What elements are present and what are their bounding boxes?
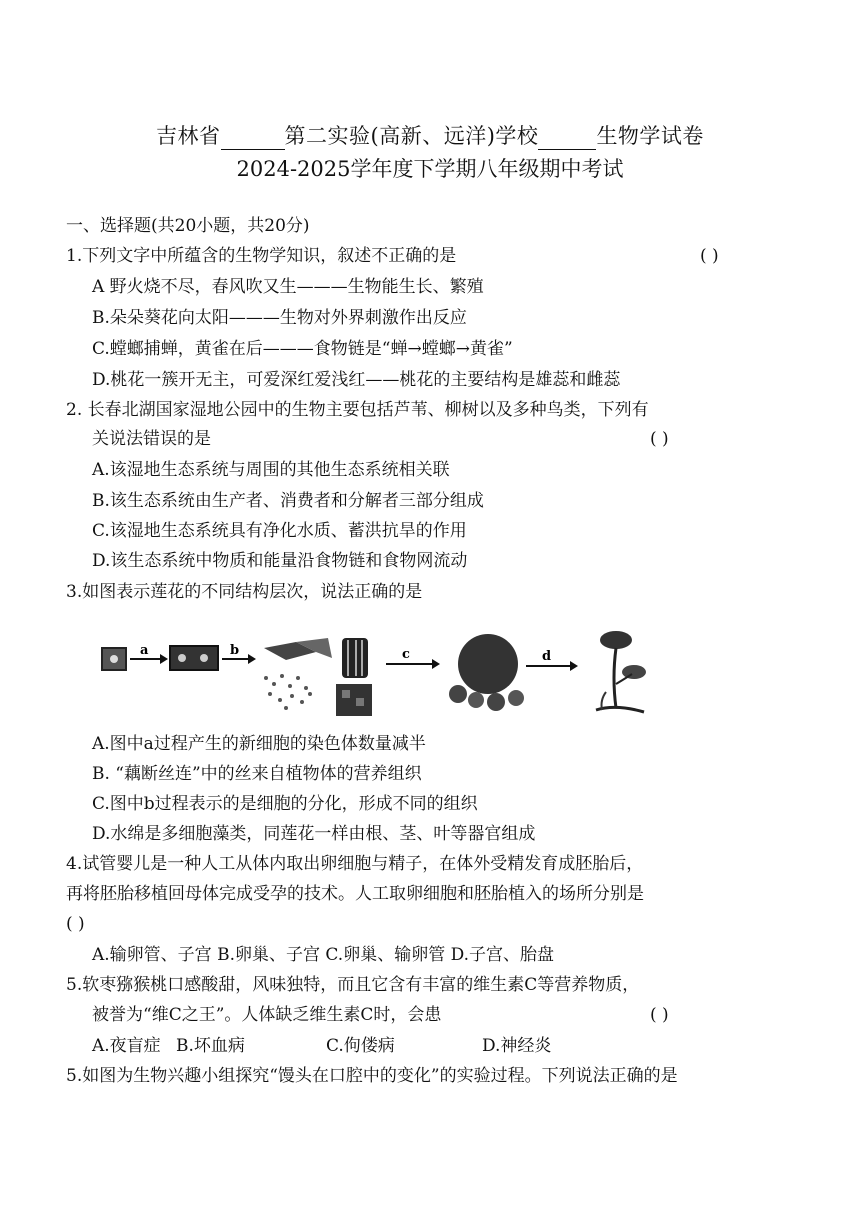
question-2-option-b: B.该生态系统由生产者、消费者和分解者三部分组成 <box>92 491 484 511</box>
organs-image <box>449 634 524 711</box>
title-prefix: 吉林省 <box>156 124 221 148</box>
question-4-options: A.输卵管、子宫 B.卵巢、子宫 C.卵巢、输卵管 D.子宫、胎盘 <box>92 945 555 965</box>
single-cell-image <box>102 648 126 670</box>
question-2-stem-line-1: 2. 长春北湖国家湿地公园中的生物主要包括芦苇、柳树以及多种鸟类，下列有 <box>66 400 649 420</box>
label-a: a <box>140 643 149 658</box>
question-1-option-c: C.螳螂捕蝉，黄雀在后———食物链是“蝉→螳螂→黄雀” <box>92 339 513 359</box>
title-blank-2 <box>538 127 596 150</box>
question-4-stem-line-2: 再将胚胎移植回母体完成受孕的技术。人工取卵细胞和胚胎植入的场所分别是 <box>66 884 644 904</box>
question-1-option-b: B.朵朵葵花向太阳———生物对外界刺激作出反应 <box>92 308 467 328</box>
question-2-option-c: C.该湿地生态系统具有净化水质、蓄洪抗旱的作用 <box>92 521 467 541</box>
arrow-a <box>130 654 168 664</box>
question-5-option-a: A.夜盲症 <box>92 1036 161 1056</box>
question-3-option-c: C.图中b过程表示的是细胞的分化，形成不同的组织 <box>92 794 478 814</box>
question-5-answer-paren: ( ) <box>650 1005 669 1025</box>
title-suffix: 生物学试卷 <box>596 124 704 148</box>
question-5-stem-line-2: 被誉为“维C之王”。人体缺乏维生素C时，会患 <box>92 1005 442 1025</box>
title-blank-1 <box>221 127 285 150</box>
question-2-stem-line-2: 关说法错误的是 <box>92 429 211 449</box>
divided-cells-image <box>170 646 218 670</box>
arrow-c <box>386 659 440 669</box>
question-3-option-d: D.水绵是多细胞藻类，同莲花一样由根、茎、叶等器官组成 <box>92 824 536 844</box>
question-1-option-d: D.桃花一簇开无主，可爱深红爱浅红——桃花的主要结构是雄蕊和雌蕊 <box>92 370 621 390</box>
exam-subtitle: 2024-2025学年度下学期八年级期中考试 <box>236 157 624 181</box>
label-d: d <box>542 649 552 664</box>
title-middle: 第二实验(高新、远洋)学校 <box>284 124 539 148</box>
label-b: b <box>230 643 240 658</box>
question-2-option-d: D.该生态系统中物质和能量沿食物链和食物网流动 <box>92 551 468 571</box>
question-5-option-d: D.神经炎 <box>482 1036 552 1056</box>
arrow-d <box>526 661 578 671</box>
tissues-image <box>264 638 372 716</box>
question-6-stem: 5.如图为生物兴趣小组探究“馒头在口腔中的变化”的实验过程。下列说法正确的是 <box>66 1066 678 1086</box>
question-1-answer-paren: ( ) <box>700 246 719 266</box>
lotus-plant-image <box>596 631 646 712</box>
question-2-option-a: A.该湿地生态系统与周围的其他生态系统相关联 <box>92 460 450 480</box>
question-1-stem: 1.下列文字中所蕴含的生物学知识，叙述不正确的是 <box>66 246 457 266</box>
question-3-option-b: B. “藕断丝连”中的丝来自植物体的营养组织 <box>92 764 422 784</box>
question-3-stem: 3.如图表示莲花的不同结构层次，说法正确的是 <box>66 582 423 602</box>
question-2-answer-paren: ( ) <box>650 429 669 449</box>
question-5-option-b: B.坏血病 <box>176 1036 245 1056</box>
exam-title <box>0 120 860 150</box>
question-5-option-c: C.佝偻病 <box>326 1036 395 1056</box>
question-3-option-a: A.图中a过程产生的新细胞的染色体数量减半 <box>92 734 426 754</box>
section-heading: 一、选择题(共20小题，共20分) <box>66 216 310 236</box>
label-c: c <box>402 647 410 662</box>
question-4-answer-paren: ( ) <box>66 914 85 934</box>
question-5-stem-line-1: 5.软枣猕猴桃口感酸甜，风味独特，而且它含有丰富的维生素C等营养物质， <box>66 975 640 995</box>
question-4-stem-line-1: 4.试管婴儿是一种人工从体内取出卵细胞与精子，在体外受精发育成胚胎后， <box>66 854 644 874</box>
question-1-option-a: A 野火烧不尽，春风吹又生———生物能生长、繁殖 <box>92 277 484 297</box>
lotus-structure-figure <box>96 628 656 724</box>
